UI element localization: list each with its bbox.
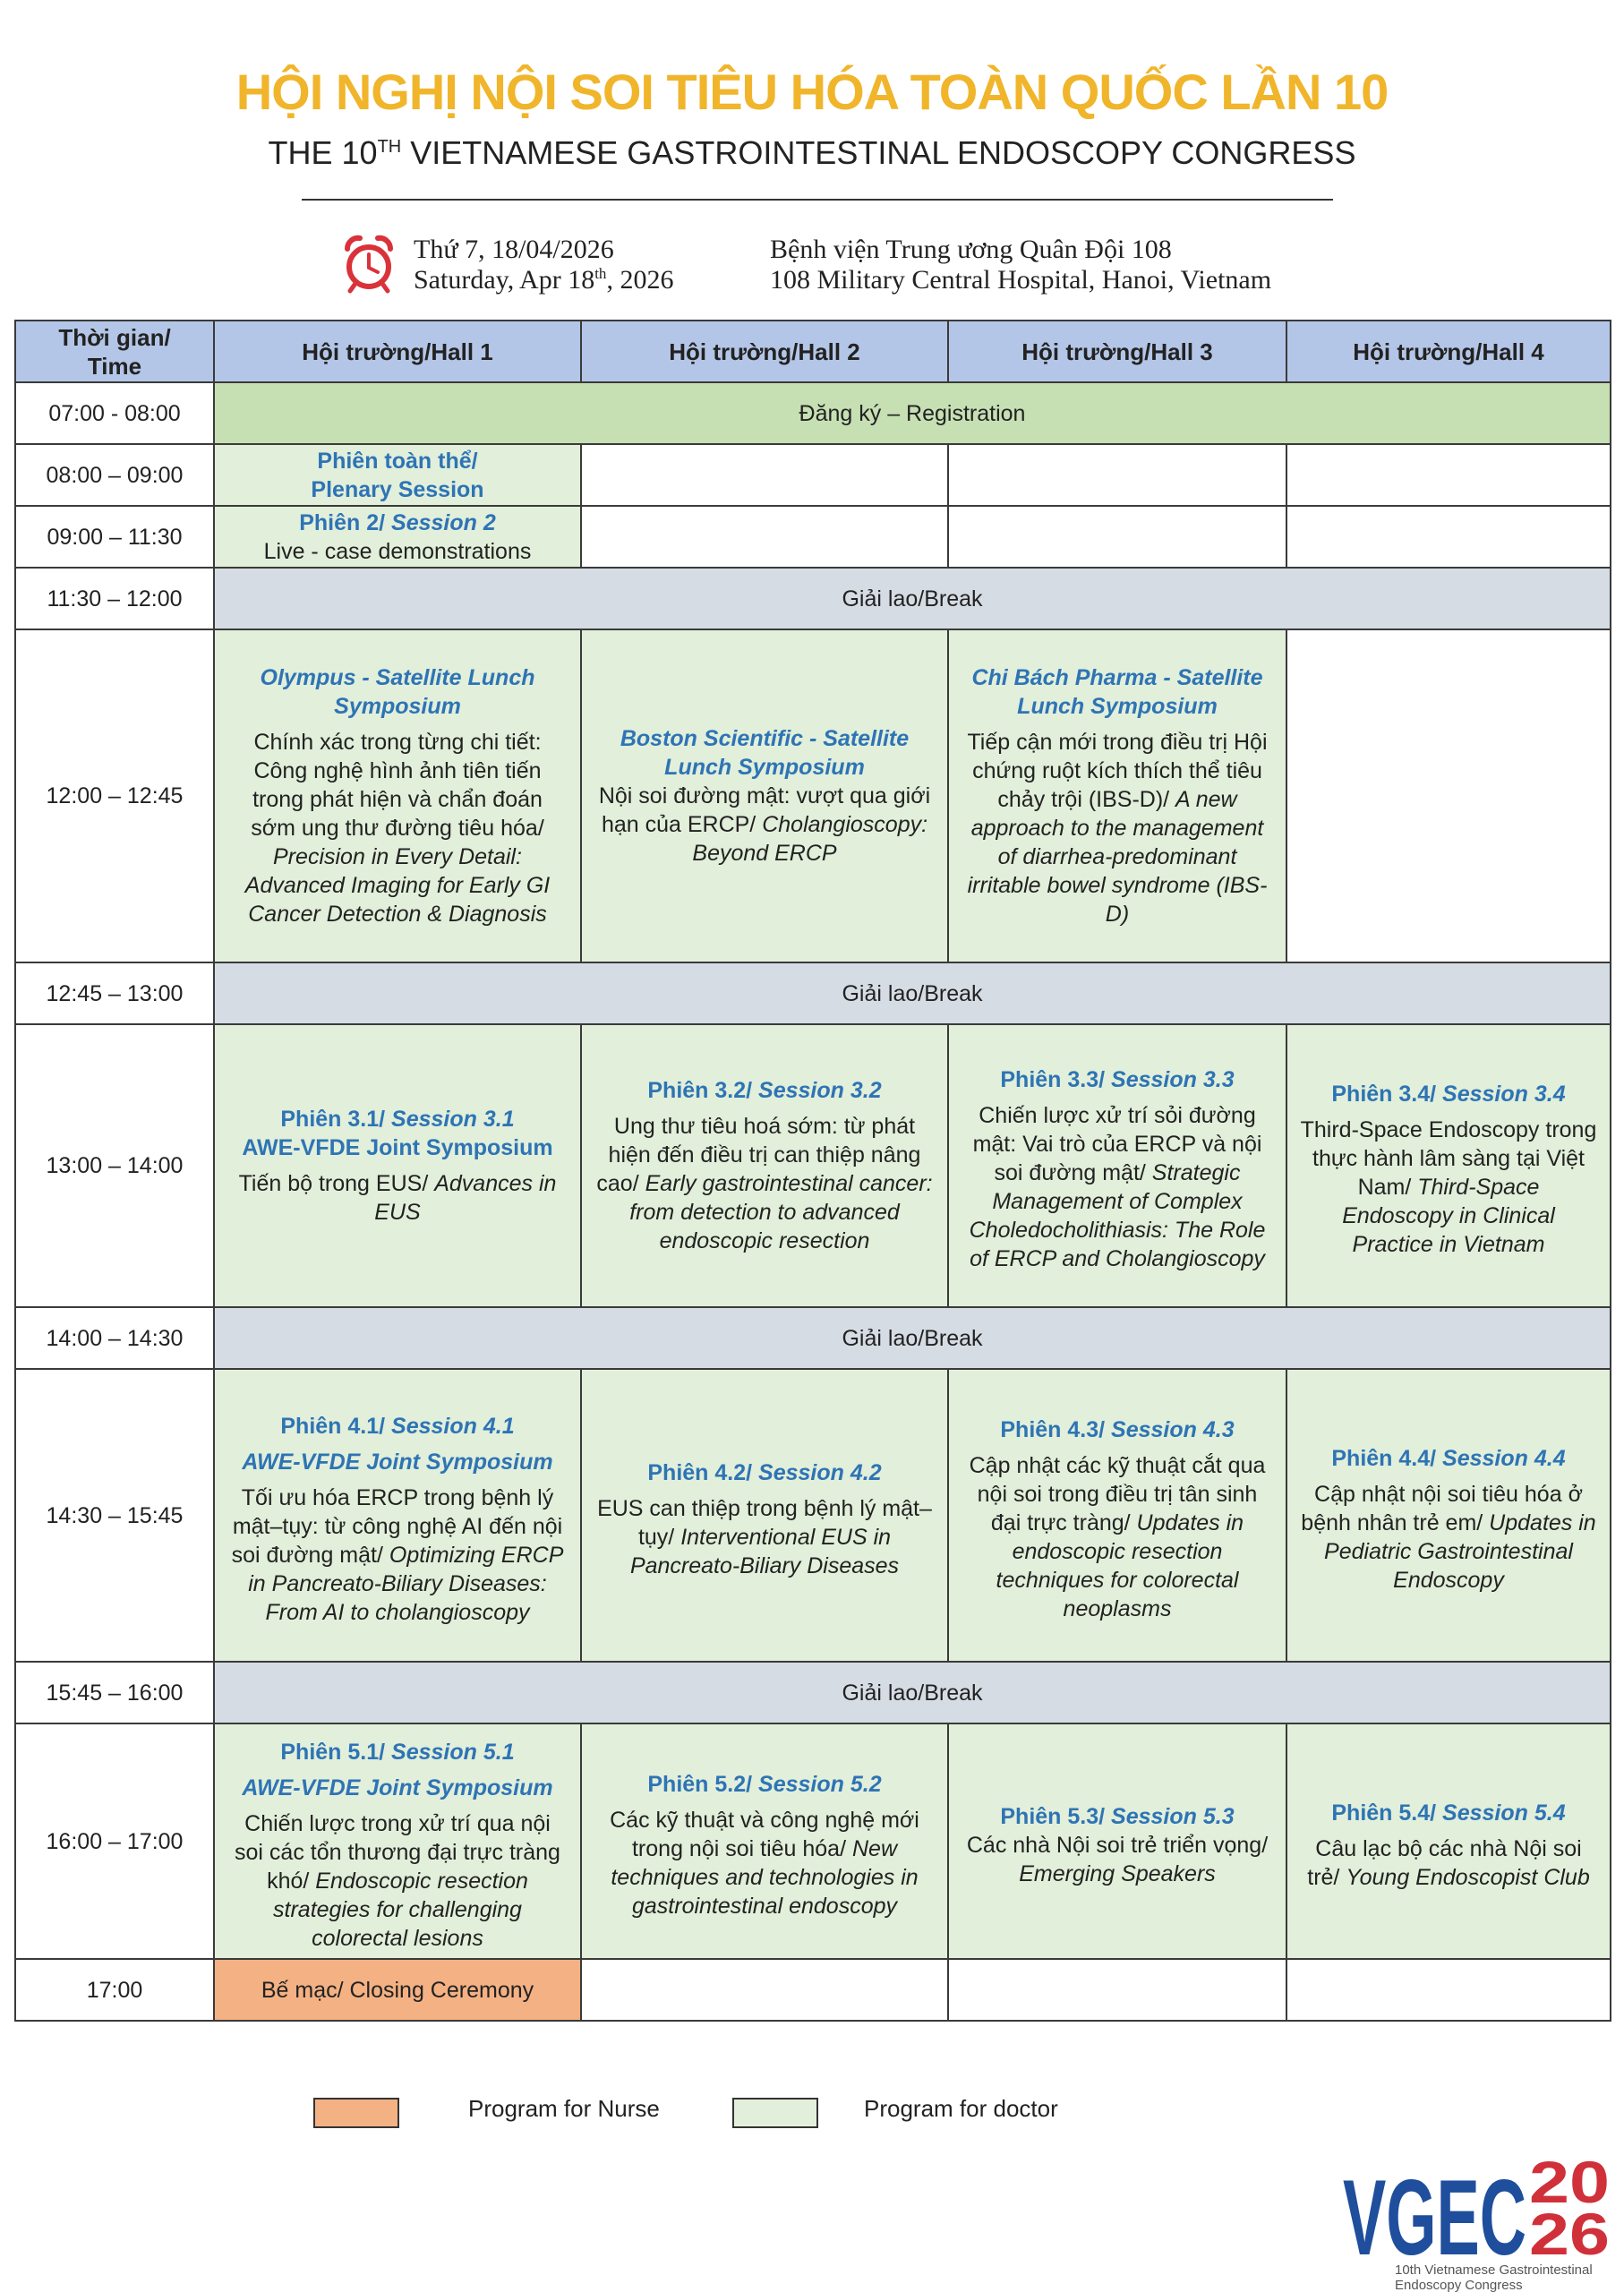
svg-text:Endoscopy Congress: Endoscopy Congress (1395, 2278, 1523, 2292)
table-row (15, 1723, 1611, 1959)
time-cell: 09:00 – 11:30 (15, 506, 214, 568)
legend-nurse-label: Program for Nurse (468, 2095, 660, 2122)
closing-ceremony-cell: Bế mạc/ Closing Ceremony (214, 1959, 581, 2021)
empty-cell (581, 1959, 948, 2021)
table-header-row (15, 321, 1611, 382)
empty-cell (1286, 1959, 1611, 2021)
boston-scientific-symposium-cell: Boston Scientific - Satellite Lunch Symposium Nội soi đường mật: vượt qua giới hạn của ERCP/ Cholangioscopy: Beyond ERCP (581, 629, 948, 962)
time-cell: 12:45 – 13:00 (15, 962, 214, 1024)
empty-cell (1286, 629, 1611, 962)
plenary-session-cell: Phiên toàn thể/ Plenary Session (214, 444, 581, 506)
time-cell: 07:00 - 08:00 (15, 382, 214, 444)
table-row (15, 568, 1611, 629)
table-row (15, 506, 1611, 568)
title-english: THE 10TH VIETNAMESE GASTROINTESTINAL ENDOSCOPY CONGRESS (268, 134, 1356, 171)
header-time: Thời gian/ Time (15, 321, 214, 382)
legend-doctor-swatch (732, 2098, 818, 2128)
session-3-2-cell: Phiên 3.2/ Session 3.2 Ung thư tiêu hoá sớm: từ phát hiện đến điều trị can thiệp nâng cao/ Early gastrointestinal cancer: from detection to advanced endoscopic resection (581, 1024, 948, 1307)
session-3-4-cell: Phiên 3.4/ Session 3.4 Third-Space Endoscopy trong thực hành lâm sàng tại Việt Nam/ Third-Space Endoscopy in Clinical Practice in Vietnam (1286, 1024, 1611, 1307)
session-5-1-cell: Phiên 5.1/ Session 5.1 AWE-VFDE Joint Symposium Chiến lược trong xử trí qua nội soi các tổn thương đại trực tràng khó/ Endoscopic resection strategies for challenging colorectal lesions (214, 1723, 581, 1959)
svg-text:VGEC: VGEC (1343, 2158, 1526, 2278)
table-row (15, 962, 1611, 1024)
header-hall-2: Hội trường/Hall 2 (581, 321, 948, 382)
session-5-4-cell: Phiên 5.4/ Session 5.4 Câu lạc bộ các nhà Nội soi trẻ/ Young Endoscopist Club (1286, 1723, 1611, 1959)
time-cell: 08:00 – 09:00 (15, 444, 214, 506)
empty-cell (1286, 444, 1611, 506)
break-cell: Giải lao/Break (214, 568, 1611, 629)
alarm-clock-icon (342, 235, 396, 294)
time-cell: 16:00 – 17:00 (15, 1723, 214, 1959)
header-hall-3: Hội trường/Hall 3 (948, 321, 1286, 382)
table-row (15, 444, 1611, 506)
break-cell: Giải lao/Break (214, 962, 1611, 1024)
chi-bach-pharma-symposium-cell: Chi Bách Pharma - Satellite Lunch Symposium Tiếp cận mới trong điều trị Hội chứng ruột kích thích thể tiêu chảy trội (IBS-D)/ A new approach to the management of diarrhea-predominant irritable bowel syndrome (IBS-D) (948, 629, 1286, 962)
session-3-3-cell: Phiên 3.3/ Session 3.3 Chiến lược xử trí sỏi đường mật: Vai trò của ERCP và nội soi đường mật/ Strategic Management of Complex Choledocholithiasis: The Role of ERCP and Cholangioscopy (948, 1024, 1286, 1307)
empty-cell (581, 444, 948, 506)
title-vietnamese: HỘI NGHỊ NỘI SOI TIÊU HÓA TOÀN QUỐC LẦN 10 (235, 64, 1389, 120)
header-hall-1: Hội trường/Hall 1 (214, 321, 581, 382)
empty-cell (948, 506, 1286, 568)
svg-text:10th Vietnamese Gastrointestin: 10th Vietnamese Gastrointestinal (1395, 2262, 1593, 2278)
event-date-vn: Thứ 7, 18/04/2026 (414, 235, 614, 264)
empty-cell (581, 506, 948, 568)
registration-cell: Đăng ký – Registration (214, 382, 1611, 444)
time-cell: 14:00 – 14:30 (15, 1307, 214, 1369)
break-cell: Giải lao/Break (214, 1307, 1611, 1369)
legend-nurse-swatch (313, 2098, 399, 2128)
table-row (15, 629, 1611, 962)
time-cell: 17:00 (15, 1959, 214, 2021)
olympus-symposium-cell: Olympus - Satellite Lunch Symposium Chính xác trong từng chi tiết: Công nghệ hình ảnh tiên tiến trong phát hiện và chẩn đoán sớm ung thư đường tiêu hóa/ Precision in Every Detail: Advanced Imaging for Early GI Cancer Detection & Diagnosis (214, 629, 581, 962)
table-row (15, 1024, 1611, 1307)
session-5-2-cell: Phiên 5.2/ Session 5.2 Các kỹ thuật và công nghệ mới trong nội soi tiêu hóa/ New techniques and technologies in gastrointestinal endoscopy (581, 1723, 948, 1959)
table-row (15, 1307, 1611, 1369)
session-4-2-cell: Phiên 4.2/ Session 4.2 EUS can thiệp trong bệnh lý mật–tụy/ Interventional EUS in Pancreato-Biliary Diseases (581, 1369, 948, 1662)
time-cell: 13:00 – 14:00 (15, 1024, 214, 1307)
time-cell: 15:45 – 16:00 (15, 1662, 214, 1723)
time-cell: 12:00 – 12:45 (15, 629, 214, 962)
vgec-2026-logo (1343, 2149, 1611, 2292)
empty-cell (948, 444, 1286, 506)
event-venue-vn: Bệnh viện Trung ương Quân Đội 108 (770, 235, 1172, 264)
legend-doctor-label: Program for doctor (864, 2095, 1058, 2122)
title-divider (302, 199, 1333, 201)
table-row (15, 1369, 1611, 1662)
empty-cell (1286, 506, 1611, 568)
time-cell: 11:30 – 12:00 (15, 568, 214, 629)
session-4-3-cell: Phiên 4.3/ Session 4.3 Cập nhật các kỹ thuật cắt qua nội soi trong điều trị tân sinh đại trực tràng/ Updates in endoscopic resection techniques for colorectal neoplasms (948, 1369, 1286, 1662)
svg-text:26: 26 (1529, 2201, 1610, 2267)
table-row (15, 1662, 1611, 1723)
session-3-1-cell: Phiên 3.1/ Session 3.1 AWE-VFDE Joint Symposium Tiến bộ trong EUS/ Advances in EUS (214, 1024, 581, 1307)
session-4-1-cell: Phiên 4.1/ Session 4.1 AWE-VFDE Joint Symposium Tối ưu hóa ERCP trong bệnh lý mật–tụy: từ công nghệ AI đến nội soi đường mật/ Optimizing ERCP in Pancreato-Biliary Diseases: From AI to cholangioscopy (214, 1369, 581, 1662)
session-4-4-cell: Phiên 4.4/ Session 4.4 Cập nhật nội soi tiêu hóa ở bệnh nhân trẻ em/ Updates in Pediatric Gastrointestinal Endoscopy (1286, 1369, 1611, 1662)
event-venue-en: 108 Military Central Hospital, Hanoi, Vietnam (770, 265, 1272, 295)
header-hall-4: Hội trường/Hall 4 (1286, 321, 1611, 382)
break-cell: Giải lao/Break (214, 1662, 1611, 1723)
session-2-cell: Phiên 2/ Session 2 Live - case demonstrations (214, 506, 581, 568)
session-5-3-cell: Phiên 5.3/ Session 5.3 Các nhà Nội soi trẻ triển vọng/ Emerging Speakers (948, 1723, 1286, 1959)
time-cell: 14:30 – 15:45 (15, 1369, 214, 1662)
event-date-en: Saturday, Apr 18th, 2026 (414, 265, 674, 295)
table-row (15, 1959, 1611, 2021)
schedule-table (14, 320, 1611, 2022)
empty-cell (948, 1959, 1286, 2021)
svg-text:20: 20 (1529, 2149, 1610, 2215)
table-row (15, 382, 1611, 444)
